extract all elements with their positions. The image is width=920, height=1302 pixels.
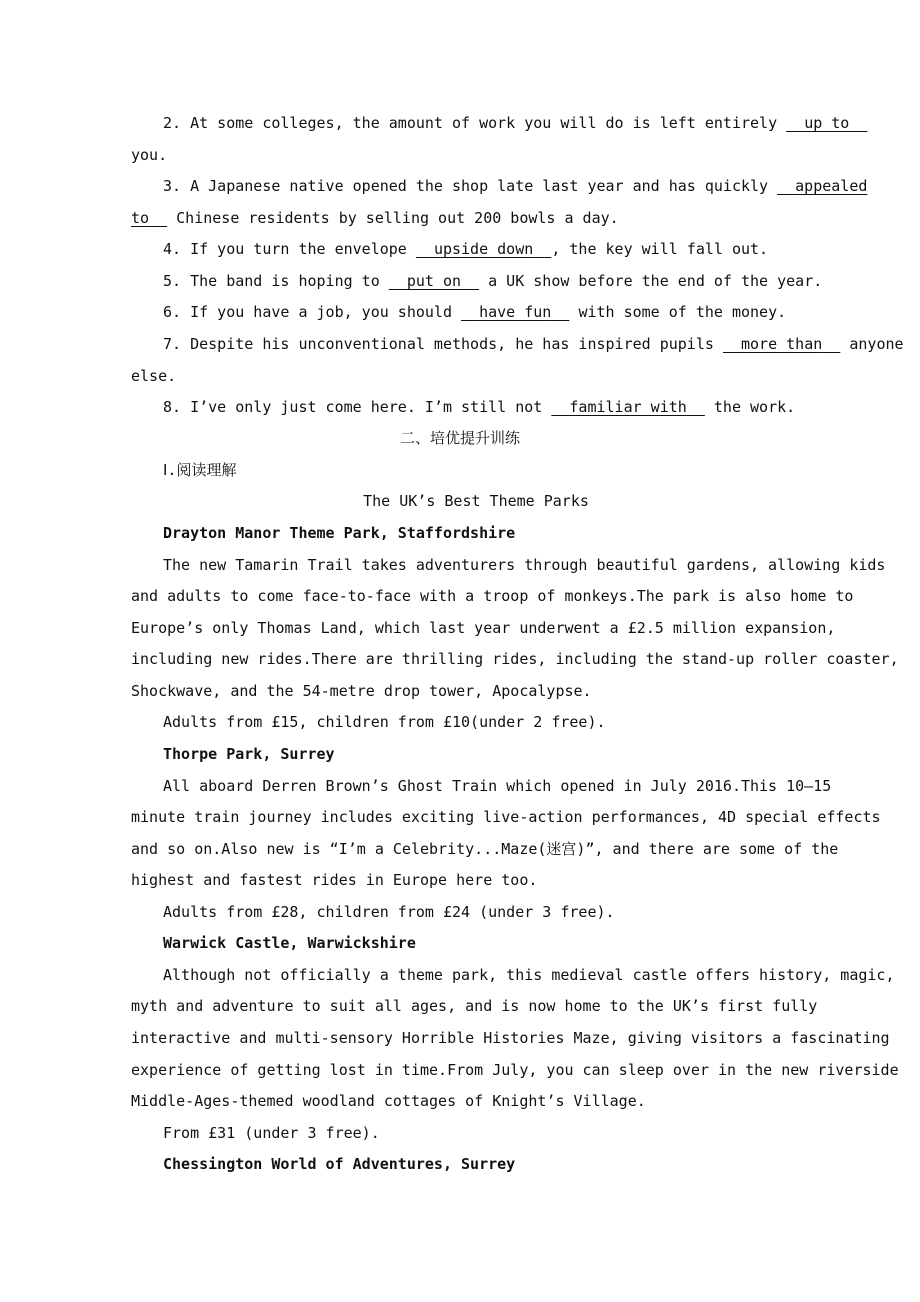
answer-blank: familiar with — [569, 398, 687, 416]
park-name: Thorpe Park, Surrey — [163, 745, 335, 763]
exercise-3-cont — [131, 208, 791, 228]
paragraph-line: interactive and multi-sensory Horrible Histories Maze, giving visitors a fascinating — [131, 1029, 890, 1047]
exercise-2-cont — [131, 145, 791, 165]
paragraph-line: All aboard Derren Brown’s Ghost Train which opened in July 2016.This 10—15 — [163, 777, 832, 795]
exercise-text: you. — [131, 146, 168, 164]
park-name: Warwick Castle, Warwickshire — [163, 934, 416, 952]
exercise-text: the work. — [713, 398, 796, 416]
answer-blank: up to — [804, 114, 850, 132]
paragraph-line: highest and fastest rides in Europe here too. — [131, 871, 538, 889]
paragraph-line: minute train journey includes exciting live-action performances, 4D special effects — [131, 808, 881, 826]
paragraph-line: Europe’s only Thomas Land, which last year underwent a £2.5 million expansion, — [131, 619, 836, 637]
exercise-text: If you have a job, you should — [190, 303, 452, 321]
exercise-number: 5. — [163, 272, 182, 290]
exercise-text: anyone — [849, 335, 904, 353]
exercise-number: 6. — [163, 303, 182, 321]
article-title: The UK’s Best Theme Parks — [363, 492, 589, 510]
price-line: From £31 (under 3 free). — [163, 1124, 380, 1142]
exercise-8 — [163, 397, 796, 417]
paragraph-line: The new Tamarin Trail takes adventurers through beautiful gardens, allowing kids — [163, 556, 886, 574]
exercise-2 — [163, 113, 850, 133]
exercise-text: The band is hoping to — [190, 272, 380, 290]
exercise-text: else. — [131, 367, 177, 385]
paragraph-line: and adults to come face-to-face with a troop of monkeys.The park is also home to — [131, 587, 854, 605]
answer-blank: to — [131, 209, 150, 227]
exercise-7 — [163, 334, 904, 354]
park-name: Drayton Manor Theme Park, Staffordshire — [163, 524, 516, 542]
exercise-7-cont — [131, 366, 791, 386]
answer-blank: put on — [406, 272, 462, 290]
section-title: 二、培优提升训练 — [399, 429, 520, 447]
paragraph-line: Shockwave, and the 54-metre drop tower, Apocalypse. — [131, 682, 592, 700]
exercise-text: Chinese residents by selling out 200 bowls a day. — [176, 209, 619, 227]
exercise-text: I’ve only just come here. I’m still not — [190, 398, 543, 416]
exercise-number: 2. — [163, 114, 182, 132]
exercise-text: At some colleges, the amount of work you will do is left entirely — [190, 114, 778, 132]
paragraph-line: experience of getting lost in time.From July, you can sleep over in the new riverside — [131, 1061, 899, 1079]
paragraph-line: and so on.Also new is “I’m a Celebrity...Maze(迷宫)”, and there are some of the — [131, 840, 839, 858]
park-name: Chessington World of Adventures, Surrey — [163, 1155, 516, 1173]
answer-blank: appealed — [795, 177, 868, 195]
exercise-text: with some of the money. — [578, 303, 787, 321]
answer-blank: more than — [740, 335, 823, 353]
exercise-text: Despite his unconventional methods, he has inspired pupils — [190, 335, 714, 353]
exercise-text: , the key will fall out. — [551, 240, 769, 258]
answer-blank: upside down — [433, 240, 534, 258]
price-line: Adults from £28, children from £24 (under 3 free). — [163, 903, 615, 921]
exercise-number: 7. — [163, 335, 182, 353]
exercise-4 — [163, 239, 791, 259]
exercise-text: a UK show before the end of the year. — [488, 272, 823, 290]
exercise-number: 3. — [163, 177, 182, 195]
paragraph-line: Middle-Ages-themed woodland cottages of Knight’s Village. — [131, 1092, 646, 1110]
exercise-number: 4. — [163, 240, 182, 258]
exercise-5 — [163, 271, 823, 291]
exercise-text: A Japanese native opened the shop late last year and has quickly — [190, 177, 769, 195]
paragraph-line: Although not officially a theme park, this medieval castle offers history, magic, — [163, 966, 895, 984]
exercise-text: If you turn the envelope — [190, 240, 407, 258]
exercise-6 — [163, 302, 791, 322]
price-line: Adults from £15, children from £10(under 2 free). — [163, 713, 606, 731]
paragraph-line: including new rides.There are thrilling rides, including the stand-up roller coaster, — [131, 650, 899, 668]
paragraph-line: myth and adventure to suit all ages, and is now home to the UK’s first fully — [131, 997, 818, 1015]
exercise-3 — [163, 176, 868, 196]
subsection-title: Ⅰ.阅读理解 — [163, 461, 237, 479]
exercise-number: 8. — [163, 398, 182, 416]
answer-blank: have fun — [479, 303, 552, 321]
